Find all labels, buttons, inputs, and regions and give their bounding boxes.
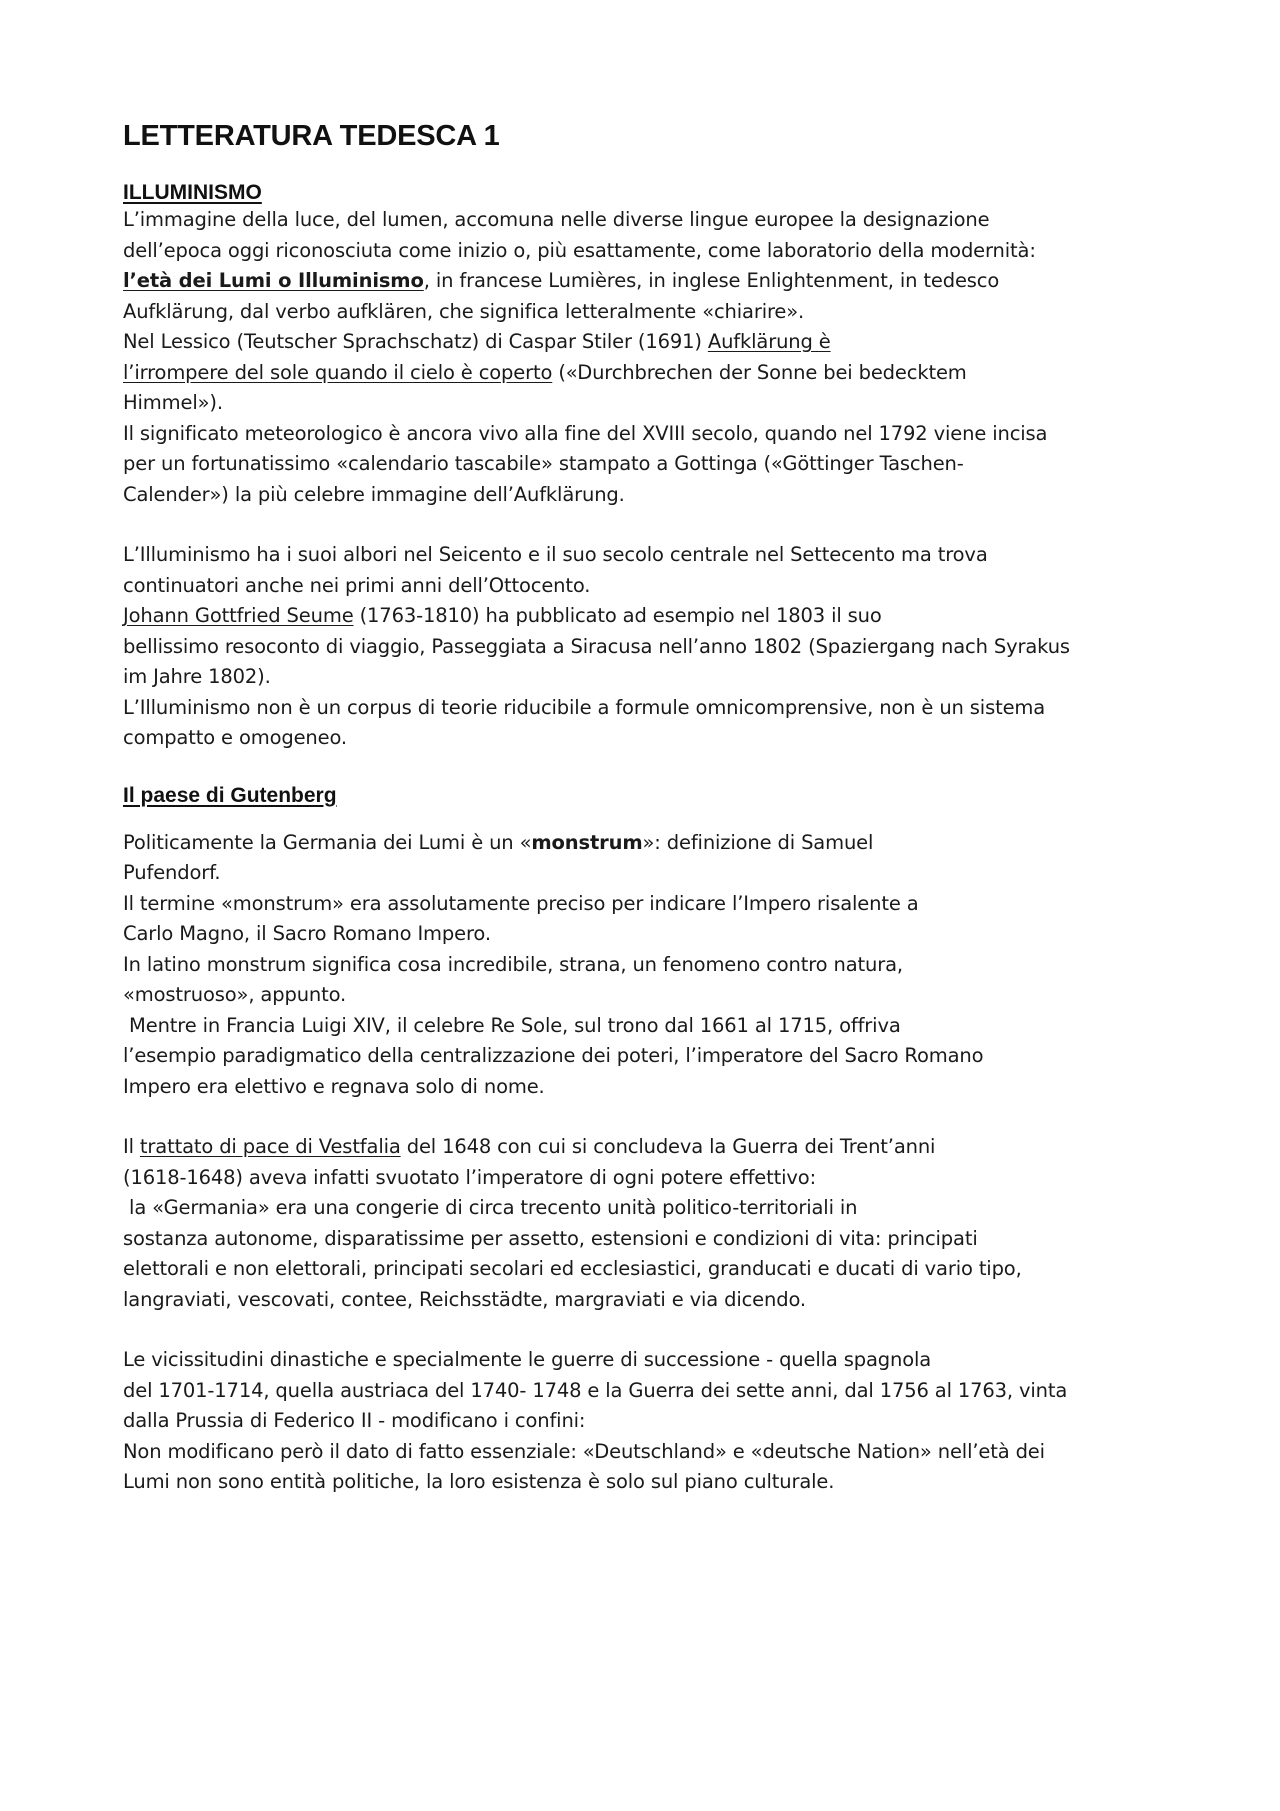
bold-term: monstrum [531,830,643,854]
text-line: Le vicissitudini dinastiche e specialmente le guerre di successione - quella spagnola [123,1348,932,1371]
underlined-term: Johann Gottfried Seume [123,604,354,627]
paragraph-gap [123,808,1183,828]
text-line: sostanza autonome, disparatissime per assetto, estensioni e condizioni di vita: principati [123,1226,978,1250]
underlined-term: l’irrompere del sole quando il cielo è coperto [123,360,553,384]
text-line: l’irrompere del sole quando il cielo è coperto («Durchbrechen der Sonne bei bedecktem [123,360,967,384]
text-line: Mentre in Francia Luigi XIV, il celebre Re Sole, sul trono dal 1661 al 1715, offriva [123,1013,901,1037]
text-line: In latino monstrum significa cosa incredibile, strana, un fenomeno contro natura, [123,952,903,976]
paragraph [123,540,1183,754]
text-line: compatto e omogeneo. [123,726,347,749]
paragraph [123,1345,1183,1498]
text-line: Politicamente la Germania dei Lumi è un «monstrum»: definizione di Samuel [123,830,874,854]
paragraph-gap [123,510,1183,540]
text-line: la «Germania» era una congerie di circa trecento unità politico-territoriali in [123,1196,858,1219]
text-line: Il significato meteorologico è ancora vivo alla fine del XVIII secolo, quando nel 1792 viene incisa [123,421,1048,445]
underlined-term: Aufklärung è [707,330,831,353]
text-line: Himmel»). [123,391,223,414]
text-line: L’Illuminismo non è un corpus di teorie riducibile a formule omnicomprensive, non è un sistema [123,695,1046,719]
text-line: Nel Lessico (Teutscher Sprachschatz) di Caspar Stiler (1691) Aufklärung è [123,330,831,353]
text-line: l’età dei Lumi o Illuminismo, in francese Lumières, in inglese Enlightenment, in tedesco [123,269,1000,292]
document-title: LETTERATURA TEDESCA 1 [123,120,500,152]
document-page [123,120,1183,1498]
text-line: Non modificano però il dato di fatto essenziale: «Deutschland» e «deutsche Nation» nell’età dei [123,1439,1045,1463]
text-line: Johann Gottfried Seume (1763-1810) ha pubblicato ad esempio nel 1803 il suo [123,604,882,627]
paragraph [123,828,1183,1103]
text-line: «mostruoso», appunto. [123,983,347,1006]
text-line: del 1701-1714, quella austriaca del 1740- 1748 e la Guerra dei sette anni, dal 1756 al 1763, vinta [123,1378,1068,1402]
text-line: langraviati, vescovati, contee, Reichsstädte, margraviati e via dicendo. [123,1287,806,1311]
text-line: im Jahre 1802). [123,665,271,688]
paragraph-gap [123,754,1183,784]
text-line: L’Illuminismo ha i suoi albori nel Seicento e il suo secolo centrale nel Settecento ma trova [123,543,988,566]
section-heading-illuminismo: ILLUMINISMO [123,181,262,204]
section-heading-gutenberg: Il paese di Gutenberg [123,783,337,807]
text-line: L’immagine della luce, del lumen, accomuna nelle diverse lingue europee la designazione [123,208,990,231]
paragraph-gap [123,1315,1183,1345]
text-line: (1618-1648) aveva infatti svuotato l’imperatore di ogni potere effettivo: [123,1165,817,1189]
paragraph-gap [123,1102,1183,1132]
text-line: elettorali e non elettorali, principati secolari ed ecclesiastici, granducati e ducati di vario tipo, [123,1257,1022,1280]
text-line: dalla Prussia di Federico II - modificano i confini: [123,1409,586,1432]
text-line: Aufklärung, dal verbo aufklären, che significa letteralmente «chiarire». [123,299,805,323]
paragraph [123,1132,1183,1315]
text-line: per un fortunatissimo «calendario tascabile» stampato a Gottinga («Göttinger Taschen- [123,452,964,475]
underlined-term: trattato di pace di Vestfalia [139,1135,401,1158]
text-line: Pufendorf. [123,861,221,884]
text-line: Impero era elettivo e regnava solo di nome. [123,1074,545,1098]
text-line: dell’epoca oggi riconosciuta come inizio o, più esattamente, come laboratorio della modernità: [123,238,1036,262]
paragraph [123,205,1183,510]
text-line: Lumi non sono entità politiche, la loro esistenza è solo sul piano culturale. [123,1470,835,1493]
text-line: continuatori anche nei primi anni dell’Ottocento. [123,573,591,597]
text-line: Calender») la più celebre immagine dell’Aufklärung. [123,482,625,506]
underlined-term: l’età dei Lumi o Illuminismo [123,269,424,292]
text-line: l’esempio paradigmatico della centralizzazione dei poteri, l’imperatore del Sacro Romano [123,1044,984,1067]
text-line: Il termine «monstrum» era assolutamente preciso per indicare l’Impero risalente a [123,891,919,915]
text-line: Carlo Magno, il Sacro Romano Impero. [123,922,491,945]
text-line: Il trattato di pace di Vestfalia del 1648 con cui si concludeva la Guerra dei Trent’anni [123,1135,936,1158]
text-line: bellissimo resoconto di viaggio, Passeggiata a Siracusa nell’anno 1802 (Spaziergang nach Syrakus [123,634,1070,658]
